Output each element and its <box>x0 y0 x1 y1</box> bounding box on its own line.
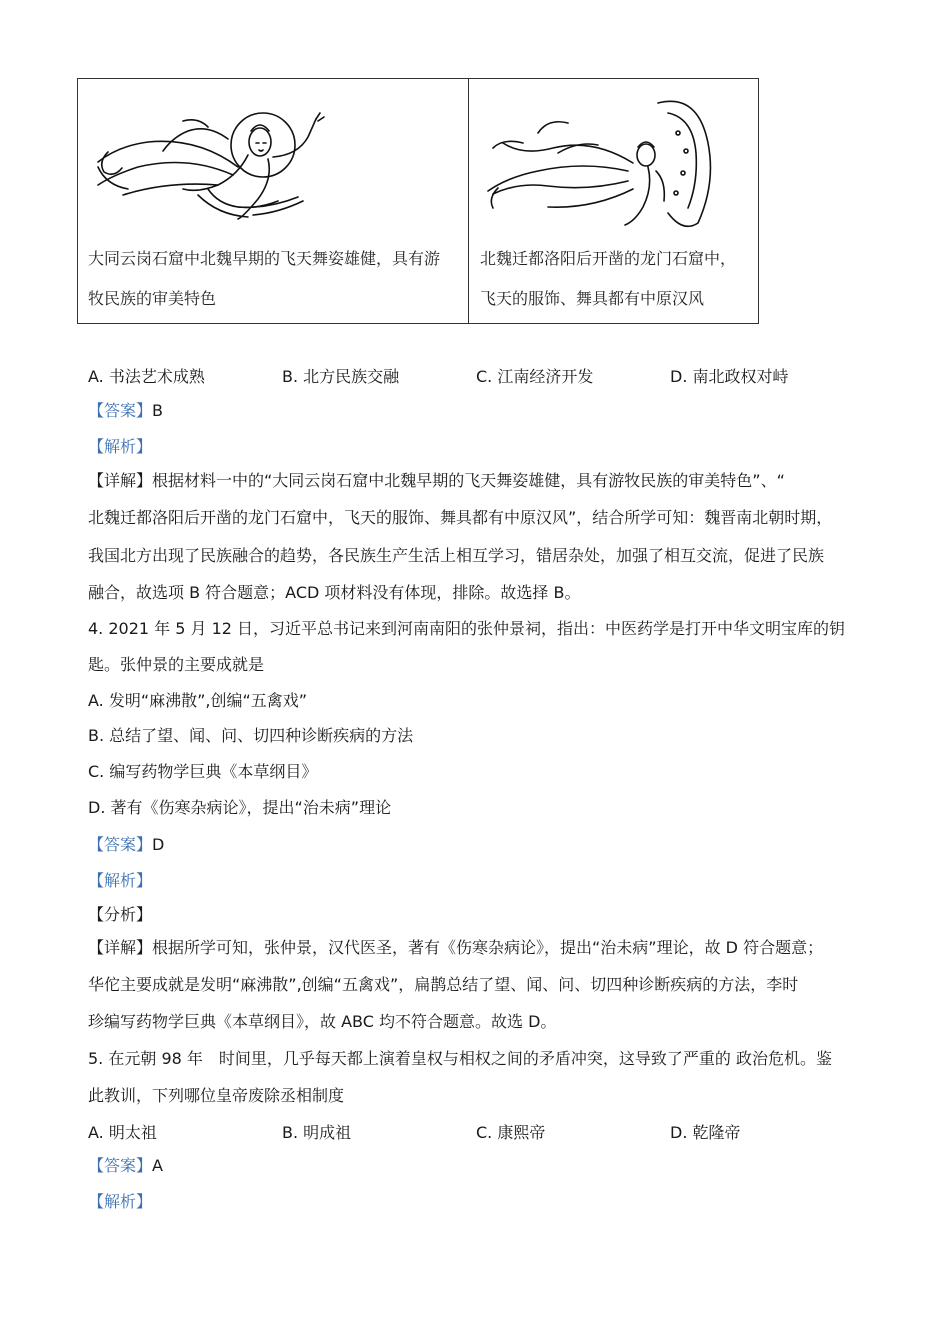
q5-option-c: C. 康熙帝 <box>476 1123 546 1142</box>
q3-detail-line-4: 融合，故选项 B 符合题意；ACD 项材料没有体现，排除。故选择 B。 <box>88 583 581 602</box>
q5-option-d: D. 乾隆帝 <box>670 1123 741 1142</box>
q5-analysis-tag: 【解析】 <box>88 1192 153 1211</box>
q5-option-a: A. 明太祖 <box>88 1123 157 1142</box>
q4-option-d: D. 著有《伤寒杂病论》，提出“治未病”理论 <box>88 798 392 817</box>
q3-detail-line-1: 【详解】根据材料一中的“大同云岗石窟中北魏早期的飞天舞姿雄健，具有游牧民族的审美特色”、“ <box>88 471 785 490</box>
q5-answer <box>88 1155 163 1177</box>
q4-detail-line-3: 珍编写药物学巨典《本草纲目》，故 ABC 均不符合题意。故选 D。 <box>88 1012 557 1031</box>
image-table <box>77 78 759 324</box>
q5-stem-line-2: 此教训，下列哪位皇帝废除丞相制度 <box>88 1086 345 1105</box>
q4-analysis-tag: 【解析】 <box>88 871 153 890</box>
yungang-apsara-illustration <box>88 97 448 227</box>
q3-option-d: D. 南北政权对峙 <box>670 367 789 386</box>
q4-stem-line-2: 匙。张仲景的主要成就是 <box>88 655 265 674</box>
q3-detail-line-2: 北魏迁都洛阳后开凿的龙门石窟中，飞天的服饰、舞具都有中原汉风”，结合所学可知：魏晋南北朝时期， <box>88 508 833 527</box>
right-caption-line-1: 北魏迁都洛阳后开凿的龙门石窟中， <box>480 249 737 268</box>
answer-value: A <box>152 1156 163 1175</box>
q4-option-b: B. 总结了望、闻、问、切四种诊断疾病的方法 <box>88 726 414 745</box>
q3-option-c: C. 江南经济开发 <box>476 367 594 386</box>
answer-value: B <box>152 401 163 420</box>
left-caption-line-2: 牧民族的审美特色 <box>88 289 217 308</box>
q3-detail-line-3: 我国北方出现了民族融合的趋势，各民族生产生活上相互学习，错居杂处，加强了相互交流，促进了民族 <box>88 546 825 565</box>
detail-tag: 【详解】 <box>88 938 153 957</box>
q5-option-b: B. 明成祖 <box>282 1123 352 1142</box>
answer-value: D <box>152 835 165 854</box>
answer-tag: 【答案】 <box>88 401 153 420</box>
right-caption-line-2: 飞天的服饰、舞具都有中原汉风 <box>480 289 705 308</box>
q4-fenxi-tag: 【分析】 <box>88 905 153 924</box>
q4-answer <box>88 834 164 856</box>
q5-stem-line-1: 5. 在元朝 98 年 时间里，几乎每天都上演着皇权与相权之间的矛盾冲突，这导致了严重的 政治危机。鉴 <box>88 1049 832 1068</box>
answer-tag: 【答案】 <box>88 1156 153 1175</box>
q4-detail-line-2: 华佗主要成就是发明“麻沸散”,创编“五禽戏”，扁鹊总结了望、闻、问、切四种诊断疾病的方法，李时 <box>88 975 799 994</box>
q3-option-a: A. 书法艺术成熟 <box>88 367 205 386</box>
q4-stem-line-1: 4. 2021 年 5 月 12 日，习近平总书记来到河南南阳的张仲景祠，指出：中医药学是打开中华文明宝库的钥 <box>88 619 846 638</box>
left-caption-line-1: 大同云岗石窟中北魏早期的飞天舞姿雄健，具有游 <box>88 249 441 268</box>
table-divider <box>468 79 469 323</box>
q4-option-c: C. 编写药物学巨典《本草纲目》 <box>88 762 318 781</box>
detail-tag: 【详解】 <box>88 471 153 490</box>
answer-tag: 【答案】 <box>88 835 153 854</box>
q3-analysis-tag: 【解析】 <box>88 437 153 456</box>
q4-detail-line-1: 【详解】根据所学可知，张仲景，汉代医圣，著有《伤寒杂病论》，提出“治未病”理论，故 D 符合题意； <box>88 938 824 957</box>
q3-answer <box>88 400 163 422</box>
longmen-apsara-illustration <box>478 93 748 233</box>
q4-option-a: A. 发明“麻沸散”,创编“五禽戏” <box>88 691 308 710</box>
q3-option-b: B. 北方民族交融 <box>282 367 400 386</box>
